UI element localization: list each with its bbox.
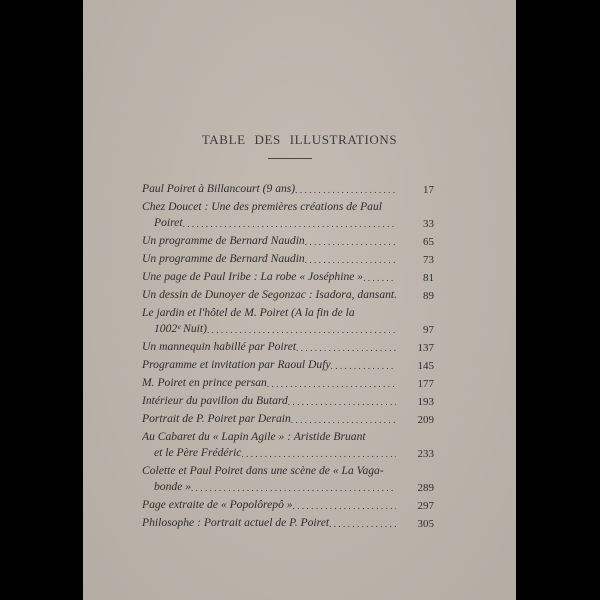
entry-title: Programme et invitation par Raoul Dufy [142, 357, 331, 371]
entry-page-number: 209 [417, 414, 434, 427]
entry-page-number: 145 [417, 359, 434, 372]
dot-leader [363, 269, 396, 287]
entry-page-number: 233 [417, 447, 434, 460]
entry-title: Un programme de Bernard Naudin [142, 251, 305, 265]
entry-title: Un programme de Bernard Naudin [142, 233, 305, 247]
toc-entry [142, 233, 434, 251]
dot-leader [288, 393, 396, 411]
entry-page-number: 97 [423, 323, 434, 336]
page-title: TABLE DES ILLUSTRATIONS [201, 132, 398, 147]
title-divider [268, 158, 312, 159]
toc-entry [142, 393, 434, 411]
entry-page-number: 305 [417, 517, 434, 530]
toc-entry [142, 269, 434, 287]
dot-leader [293, 497, 396, 515]
dot-leader [296, 339, 396, 357]
toc-entry [142, 339, 434, 357]
dot-leader [305, 251, 396, 269]
entry-title: Une page de Paul Iribe : La robe « Joséphine » [142, 269, 364, 283]
entry-title: Philosophe : Portrait actuel de P. Poiret [142, 515, 330, 529]
dot-leader [241, 445, 396, 463]
entry-page-number: 137 [417, 341, 434, 354]
entry-title: Intérieur du pavillon du Butard [142, 394, 288, 408]
illustrations-list [142, 181, 434, 533]
toc-entry [142, 429, 434, 462]
toc-entry [142, 181, 434, 199]
toc-entry [142, 515, 434, 533]
entry-title: Un mannequin habillé par Poiret [142, 339, 297, 353]
entry-page-number: 33 [423, 217, 434, 230]
entry-title-continuation: bonde » [154, 479, 192, 493]
dot-leader [331, 357, 396, 375]
dot-leader [191, 479, 396, 497]
toc-entry [142, 251, 434, 269]
toc-entry [142, 463, 434, 496]
entry-page-number: 177 [417, 378, 434, 391]
entry-title: Paul Poiret à Billancourt (9 ans) [142, 182, 296, 195]
dot-leader [183, 215, 396, 233]
entry-page-number: 81 [423, 271, 434, 284]
entry-title-line: Colette et Paul Poiret dans une scène de « La Vaga- [142, 464, 384, 477]
dot-leader [329, 515, 396, 533]
entry-page-number: 73 [423, 253, 434, 266]
toc-entry [142, 357, 434, 375]
entry-title-line: Le jardin et l'hôtel de M. Poiret (A la fin de la [142, 306, 355, 320]
entry-page-number: 65 [423, 235, 434, 248]
entry-page-number: 17 [423, 184, 434, 196]
entry-page-number: 89 [423, 290, 434, 303]
book-page [83, 0, 516, 600]
entry-title-continuation: Poiret [154, 215, 183, 229]
entry-title: M. Poiret en prince persan [142, 376, 267, 390]
entry-title-line: Au Cabaret du « Lapin Agile » : Aristide Bruant [142, 430, 366, 444]
dot-leader [207, 321, 396, 339]
toc-entry [142, 287, 434, 305]
entry-title: Portrait de P. Poiret par Derain [142, 412, 291, 426]
entry-page-number: 193 [417, 396, 434, 409]
dot-leader [305, 233, 396, 251]
toc-entry [142, 375, 434, 393]
entry-title-continuation: 1002ᵉ Nuit) [154, 321, 207, 335]
entry-page-number: 289 [417, 481, 434, 494]
entry-title: Un dessin de Dunoyer de Segonzac : Isadora, dansant. [142, 288, 398, 302]
entry-title: Page extraite de « Popolôrepô » [142, 497, 293, 511]
toc-entry [142, 199, 434, 232]
toc-entry [142, 305, 434, 338]
toc-entry [142, 411, 434, 429]
toc-entry [142, 497, 434, 515]
entry-title-continuation: et le Père Frédéric [154, 445, 242, 459]
dot-leader [291, 411, 396, 429]
entry-page-number: 297 [417, 499, 434, 512]
dot-leader [267, 375, 396, 393]
dot-leader [295, 181, 396, 199]
entry-title-line: Chez Doucet : Une des premières créations de Paul [142, 200, 382, 214]
